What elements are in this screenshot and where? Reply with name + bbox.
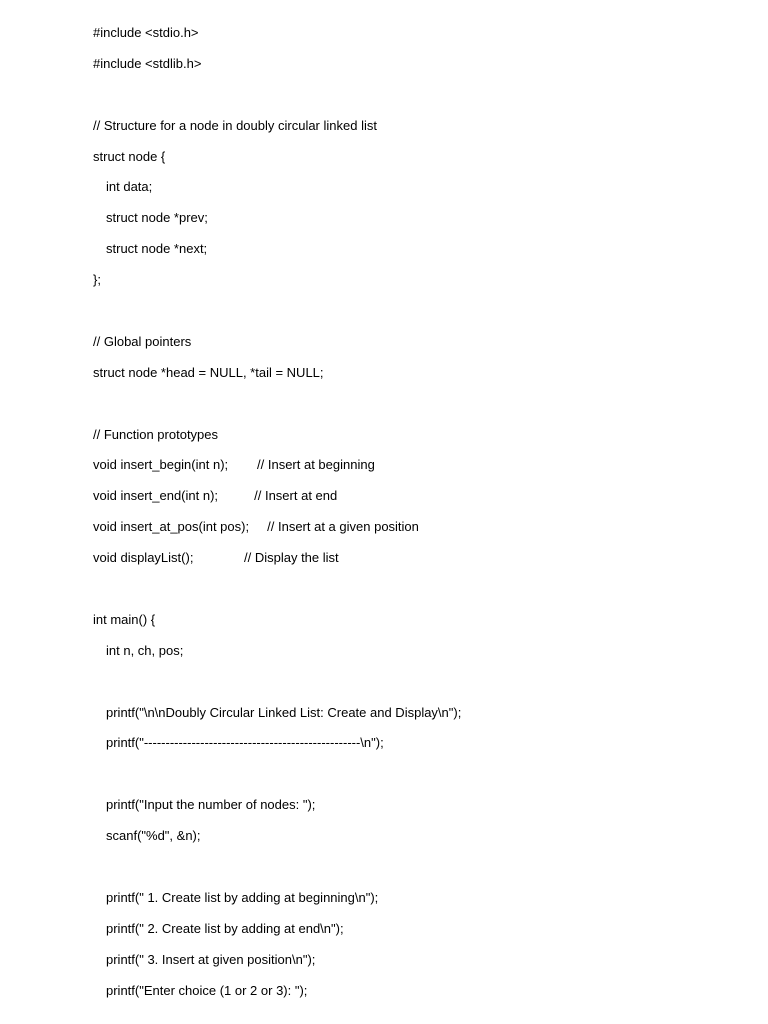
code-line: printf("Enter choice (1 or 2 or 3): "); [106, 982, 308, 998]
code-line: int data; [106, 179, 153, 195]
code-line [93, 86, 733, 117]
code-line: printf("--------------------------------------------------\n"); [106, 735, 384, 751]
code-line: struct node *head = NULL, *tail = NULL; [93, 364, 324, 380]
code-line: scanf("%d", &n); [106, 828, 201, 844]
code-line: printf("\n\nDoubly Circular Linked List: Create and Display\n"); [106, 704, 462, 720]
code-line: int n, ch, pos; [106, 642, 184, 658]
code-line: struct node *next; [106, 241, 208, 257]
code-line: void displayList(); // Display the list [93, 550, 339, 566]
code-line [93, 302, 733, 333]
code-line [93, 580, 733, 611]
code-line: struct node *prev; [106, 210, 208, 226]
code-line: printf(" 3. Insert at given position\n"); [106, 951, 316, 967]
code-line: printf("Input the number of nodes: "); [106, 797, 316, 813]
code-line: #include <stdlib.h> [93, 55, 202, 71]
code-line: printf(" 2. Create list by adding at end\n"); [106, 920, 344, 936]
code-comment-line: // Function prototypes [93, 426, 219, 442]
code-comment-line: // Global pointers [93, 333, 192, 349]
code-line [93, 395, 733, 426]
code-line: void insert_begin(int n); // Insert at beginning [93, 457, 375, 473]
code-line: #include <stdio.h> [93, 25, 199, 40]
code-line [93, 765, 733, 796]
code-body [93, 24, 733, 1013]
code-line: int main() { [93, 611, 156, 627]
code-line: void insert_end(int n); // Insert at end [93, 488, 338, 504]
code-line [93, 858, 733, 889]
code-line [93, 673, 733, 704]
code-line: printf(" 1. Create list by adding at beginning\n"); [106, 889, 379, 905]
code-line: void insert_at_pos(int pos); // Insert at a given position [93, 519, 419, 535]
code-line: struct node { [93, 148, 166, 164]
code-line: }; [93, 272, 101, 288]
code-comment-line: // Structure for a node in doubly circular linked list [93, 117, 377, 133]
